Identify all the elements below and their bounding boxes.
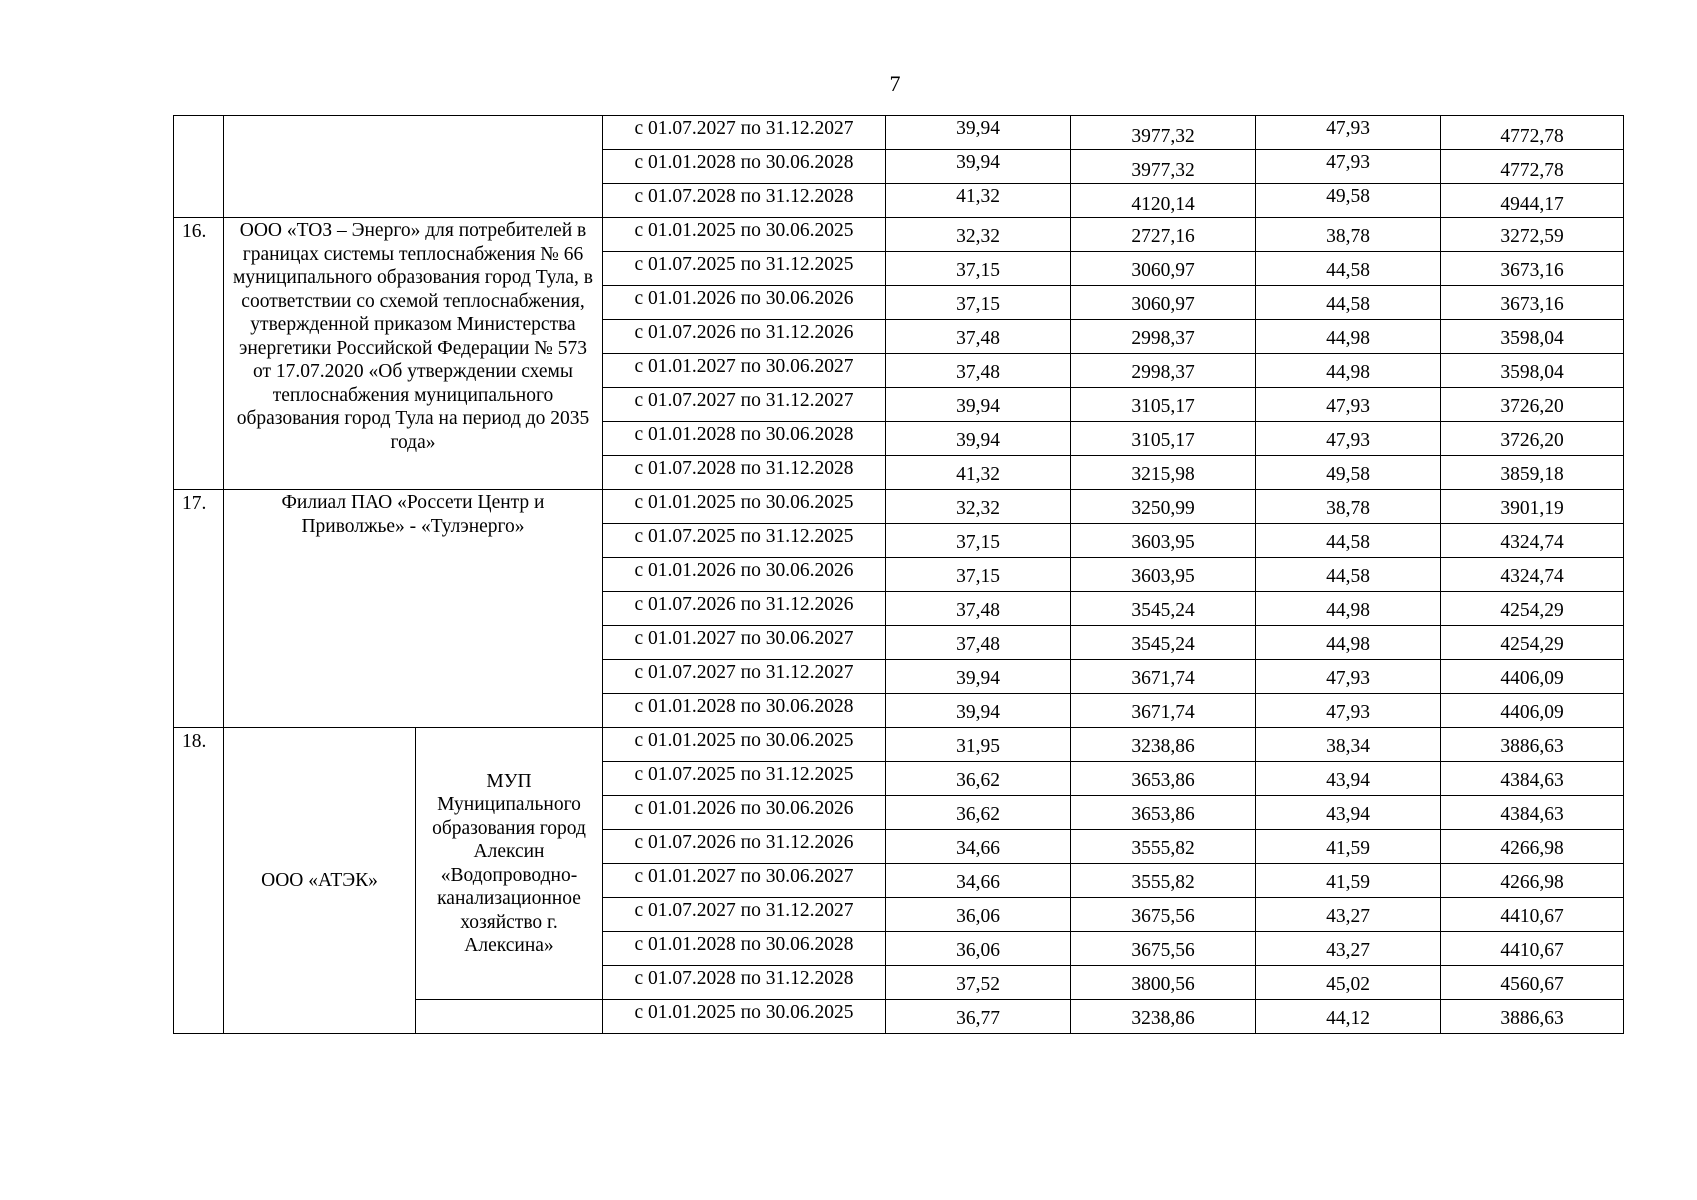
value-cell: 3653,86 bbox=[1071, 762, 1256, 796]
value-cell: 3598,04 bbox=[1441, 320, 1624, 354]
value-cell: 3726,20 bbox=[1441, 422, 1624, 456]
value-cell: 39,94 bbox=[886, 388, 1071, 422]
value-cell: 47,93 bbox=[1256, 388, 1441, 422]
period-cell: с 01.07.2026 по 31.12.2026 bbox=[603, 320, 886, 354]
value-cell: 3977,32 bbox=[1071, 150, 1256, 184]
period-cell: с 01.07.2025 по 31.12.2025 bbox=[603, 252, 886, 286]
value-cell: 3555,82 bbox=[1071, 830, 1256, 864]
period-cell: с 01.01.2028 по 30.06.2028 bbox=[603, 150, 886, 184]
value-cell: 3673,16 bbox=[1441, 286, 1624, 320]
value-cell: 47,93 bbox=[1256, 150, 1441, 184]
value-cell: 3272,59 bbox=[1441, 218, 1624, 252]
value-cell: 37,52 bbox=[886, 966, 1071, 1000]
value-cell: 3603,95 bbox=[1071, 558, 1256, 592]
table-row bbox=[174, 116, 1624, 150]
org-name: Филиал ПАО «Россети Центр и Приволжье» - «Тулэнерго» bbox=[224, 490, 603, 728]
value-cell: 41,59 bbox=[1256, 830, 1441, 864]
value-cell: 37,15 bbox=[886, 252, 1071, 286]
value-cell: 31,95 bbox=[886, 728, 1071, 762]
value-cell: 3675,56 bbox=[1071, 932, 1256, 966]
value-cell: 4266,98 bbox=[1441, 864, 1624, 898]
period-cell: с 01.07.2027 по 31.12.2027 bbox=[603, 116, 886, 150]
value-cell: 4560,67 bbox=[1441, 966, 1624, 1000]
value-cell: 36,77 bbox=[886, 1000, 1071, 1034]
value-cell: 3105,17 bbox=[1071, 422, 1256, 456]
value-cell: 3060,97 bbox=[1071, 286, 1256, 320]
value-cell: 39,94 bbox=[886, 660, 1071, 694]
value-cell: 4384,63 bbox=[1441, 796, 1624, 830]
value-cell: 44,58 bbox=[1256, 524, 1441, 558]
value-cell: 4254,29 bbox=[1441, 626, 1624, 660]
value-cell: 3250,99 bbox=[1071, 490, 1256, 524]
value-cell: 39,94 bbox=[886, 116, 1071, 150]
value-cell: 47,93 bbox=[1256, 694, 1441, 728]
value-cell: 3673,16 bbox=[1441, 252, 1624, 286]
value-cell: 3653,86 bbox=[1071, 796, 1256, 830]
value-cell: 3671,74 bbox=[1071, 694, 1256, 728]
period-cell: с 01.07.2025 по 31.12.2025 bbox=[603, 762, 886, 796]
value-cell: 39,94 bbox=[886, 422, 1071, 456]
value-cell: 4410,67 bbox=[1441, 898, 1624, 932]
value-cell: 36,06 bbox=[886, 932, 1071, 966]
value-cell: 37,15 bbox=[886, 558, 1071, 592]
value-cell: 47,93 bbox=[1256, 116, 1441, 150]
period-cell: с 01.01.2028 по 30.06.2028 bbox=[603, 694, 886, 728]
value-cell: 44,58 bbox=[1256, 558, 1441, 592]
value-cell: 4266,98 bbox=[1441, 830, 1624, 864]
value-cell: 4772,78 bbox=[1441, 116, 1624, 150]
value-cell: 43,27 bbox=[1256, 898, 1441, 932]
period-cell: с 01.01.2025 по 30.06.2025 bbox=[603, 728, 886, 762]
value-cell: 3977,32 bbox=[1071, 116, 1256, 150]
tariff-table bbox=[173, 115, 1624, 1034]
value-cell: 38,34 bbox=[1256, 728, 1441, 762]
value-cell: 37,48 bbox=[886, 592, 1071, 626]
value-cell: 43,94 bbox=[1256, 762, 1441, 796]
period-cell: с 01.07.2027 по 31.12.2027 bbox=[603, 660, 886, 694]
value-cell: 3215,98 bbox=[1071, 456, 1256, 490]
org-name: ООО «АТЭК» bbox=[224, 728, 416, 1034]
value-cell: 4120,14 bbox=[1071, 184, 1256, 218]
sub-org-empty-cell bbox=[416, 1000, 603, 1034]
table-row bbox=[174, 728, 1624, 762]
value-cell: 2727,16 bbox=[1071, 218, 1256, 252]
value-cell: 38,78 bbox=[1256, 490, 1441, 524]
value-cell: 3598,04 bbox=[1441, 354, 1624, 388]
value-cell: 3545,24 bbox=[1071, 626, 1256, 660]
period-cell: с 01.01.2025 по 30.06.2025 bbox=[603, 218, 886, 252]
value-cell: 3105,17 bbox=[1071, 388, 1256, 422]
value-cell: 44,58 bbox=[1256, 286, 1441, 320]
value-cell: 3901,19 bbox=[1441, 490, 1624, 524]
value-cell: 39,94 bbox=[886, 694, 1071, 728]
period-cell: с 01.01.2025 по 30.06.2025 bbox=[603, 1000, 886, 1034]
sub-org-name: МУП Муниципального образования город Алексин «Водопроводно-канализационное хозяйство г. Алексина» bbox=[416, 728, 603, 1000]
period-cell: с 01.01.2027 по 30.06.2027 bbox=[603, 864, 886, 898]
value-cell: 44,98 bbox=[1256, 320, 1441, 354]
value-cell: 2998,37 bbox=[1071, 354, 1256, 388]
period-cell: с 01.01.2025 по 30.06.2025 bbox=[603, 490, 886, 524]
value-cell: 4772,78 bbox=[1441, 150, 1624, 184]
value-cell: 47,93 bbox=[1256, 660, 1441, 694]
value-cell: 2998,37 bbox=[1071, 320, 1256, 354]
value-cell: 41,32 bbox=[886, 456, 1071, 490]
value-cell: 37,48 bbox=[886, 626, 1071, 660]
period-cell: с 01.07.2027 по 31.12.2027 bbox=[603, 388, 886, 422]
value-cell: 37,48 bbox=[886, 320, 1071, 354]
entry-number: 16. bbox=[174, 218, 224, 490]
period-cell: с 01.01.2027 по 30.06.2027 bbox=[603, 354, 886, 388]
value-cell: 41,59 bbox=[1256, 864, 1441, 898]
table-row bbox=[174, 490, 1624, 524]
value-cell: 3238,86 bbox=[1071, 728, 1256, 762]
value-cell: 3238,86 bbox=[1071, 1000, 1256, 1034]
org-cell bbox=[224, 116, 603, 218]
value-cell: 4324,74 bbox=[1441, 558, 1624, 592]
value-cell: 39,94 bbox=[886, 150, 1071, 184]
value-cell: 44,12 bbox=[1256, 1000, 1441, 1034]
period-cell: с 01.07.2025 по 31.12.2025 bbox=[603, 524, 886, 558]
period-cell: с 01.07.2028 по 31.12.2028 bbox=[603, 184, 886, 218]
value-cell: 44,58 bbox=[1256, 252, 1441, 286]
value-cell: 4944,17 bbox=[1441, 184, 1624, 218]
value-cell: 37,48 bbox=[886, 354, 1071, 388]
entry-number: 18. bbox=[174, 728, 224, 1034]
value-cell: 37,15 bbox=[886, 286, 1071, 320]
value-cell: 36,06 bbox=[886, 898, 1071, 932]
period-cell: с 01.01.2026 по 30.06.2026 bbox=[603, 558, 886, 592]
value-cell: 36,62 bbox=[886, 762, 1071, 796]
period-cell: с 01.07.2026 по 31.12.2026 bbox=[603, 830, 886, 864]
value-cell: 4406,09 bbox=[1441, 660, 1624, 694]
value-cell: 45,02 bbox=[1256, 966, 1441, 1000]
value-cell: 47,93 bbox=[1256, 422, 1441, 456]
value-cell: 4324,74 bbox=[1441, 524, 1624, 558]
value-cell: 41,32 bbox=[886, 184, 1071, 218]
period-cell: с 01.07.2026 по 31.12.2026 bbox=[603, 592, 886, 626]
value-cell: 3886,63 bbox=[1441, 1000, 1624, 1034]
org-name: ООО «ТОЗ – Энерго» для потребителей в границах системы теплоснабжения № 66 муниципального образования город Тула, в соответствии со схемой теплоснабжения, утвержденной приказом Министерства энергетики Российской Федерации № 573 от 17.07.2020 «Об утверждении схемы теплоснабжения муниципального образования город Тула на период до 2035 года» bbox=[224, 218, 603, 490]
value-cell: 4410,67 bbox=[1441, 932, 1624, 966]
period-cell: с 01.01.2028 по 30.06.2028 bbox=[603, 932, 886, 966]
value-cell: 3726,20 bbox=[1441, 388, 1624, 422]
page-number: 7 bbox=[889, 71, 901, 96]
value-cell: 36,62 bbox=[886, 796, 1071, 830]
period-cell: с 01.07.2027 по 31.12.2027 bbox=[603, 898, 886, 932]
value-cell: 44,98 bbox=[1256, 592, 1441, 626]
value-cell: 3859,18 bbox=[1441, 456, 1624, 490]
value-cell: 3800,56 bbox=[1071, 966, 1256, 1000]
value-cell: 43,94 bbox=[1256, 796, 1441, 830]
period-cell: с 01.01.2027 по 30.06.2027 bbox=[603, 626, 886, 660]
period-cell: с 01.07.2028 по 31.12.2028 bbox=[603, 456, 886, 490]
entry-number: 17. bbox=[174, 490, 224, 728]
value-cell: 3671,74 bbox=[1071, 660, 1256, 694]
value-cell: 3886,63 bbox=[1441, 728, 1624, 762]
value-cell: 3603,95 bbox=[1071, 524, 1256, 558]
period-cell: с 01.07.2028 по 31.12.2028 bbox=[603, 966, 886, 1000]
value-cell: 38,78 bbox=[1256, 218, 1441, 252]
value-cell: 3675,56 bbox=[1071, 898, 1256, 932]
value-cell: 49,58 bbox=[1256, 456, 1441, 490]
period-cell: с 01.01.2026 по 30.06.2026 bbox=[603, 286, 886, 320]
number-cell bbox=[174, 116, 224, 218]
period-cell: с 01.01.2028 по 30.06.2028 bbox=[603, 422, 886, 456]
value-cell: 37,15 bbox=[886, 524, 1071, 558]
table-row bbox=[174, 218, 1624, 252]
value-cell: 32,32 bbox=[886, 218, 1071, 252]
value-cell: 4254,29 bbox=[1441, 592, 1624, 626]
value-cell: 44,98 bbox=[1256, 626, 1441, 660]
value-cell: 3545,24 bbox=[1071, 592, 1256, 626]
value-cell: 4406,09 bbox=[1441, 694, 1624, 728]
value-cell: 32,32 bbox=[886, 490, 1071, 524]
value-cell: 44,98 bbox=[1256, 354, 1441, 388]
value-cell: 49,58 bbox=[1256, 184, 1441, 218]
value-cell: 43,27 bbox=[1256, 932, 1441, 966]
value-cell: 4384,63 bbox=[1441, 762, 1624, 796]
value-cell: 34,66 bbox=[886, 864, 1071, 898]
value-cell: 3555,82 bbox=[1071, 864, 1256, 898]
value-cell: 3060,97 bbox=[1071, 252, 1256, 286]
period-cell: с 01.01.2026 по 30.06.2026 bbox=[603, 796, 886, 830]
value-cell: 34,66 bbox=[886, 830, 1071, 864]
